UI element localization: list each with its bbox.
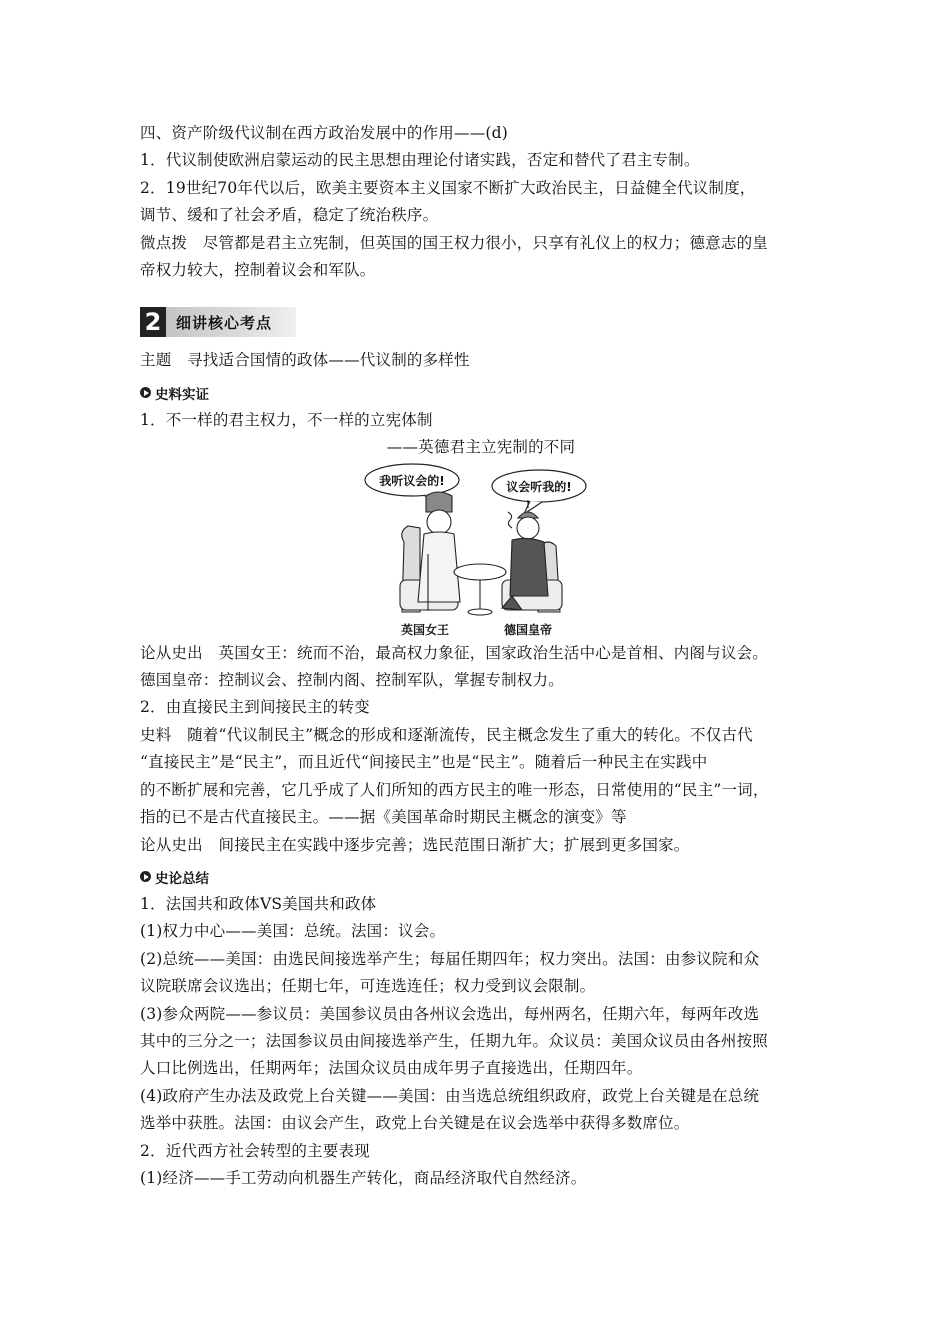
body-line: 人口比例选出，任期两年；法国众议员由成年男子直接选出，任期四年。: [140, 1059, 643, 1078]
intro-heading: 四、资产阶级代议制在西方政治发展中的作用——(d): [140, 124, 509, 142]
subhead-label: 史料实证: [155, 386, 209, 403]
topic-heading: 主题 寻找适合国情的政体——代议制的多样性: [140, 351, 470, 370]
body-line: 论从史出 间接民主在实践中逐步完善；选民范围日渐扩大；扩展到更多国家。: [140, 835, 690, 854]
body-line: 论从史出 英国女王：统而不治，最高权力象征，国家政治生活中心是首相、内阁与议会。: [140, 643, 769, 662]
intro-line: 调节、缓和了社会矛盾，稳定了统治秩序。: [140, 206, 439, 225]
bubble-text-left: 我听议会的!: [379, 473, 445, 488]
caption-left: 英国女王: [400, 622, 450, 637]
section-number: 2: [140, 307, 166, 337]
queen-figure: [400, 492, 460, 612]
body-line: (1)经济——手工劳动向机器生产转化，商品经济取代自然经济。: [140, 1168, 587, 1187]
cartoon-illustration: [140, 462, 822, 640]
round-table: [454, 564, 506, 615]
body-line: (4)政府产生办法及政党上台关键——美国：由当选总统组织政府，政党上台关键是在总统: [140, 1086, 760, 1105]
speech-bubble-right: [492, 470, 586, 514]
body-line: 指的已不是古代直接民主。——据《美国革命时期民主概念的演变》等: [140, 808, 627, 827]
play-arrow-icon: [140, 387, 151, 398]
body-line: (2)总统——美国：由选民间接选举产生；每届任期四年；权力突出。法国：由参议院和众: [140, 949, 760, 968]
subhead-summary: [140, 865, 822, 889]
item-title: 2．由直接民主到间接民主的转变: [140, 698, 370, 717]
body-line: (3)参众两院——参议员：美国参议员由各州议会选出，每州两名，任期六年，每两年改选: [140, 1004, 760, 1023]
body-line: 2．近代西方社会转型的主要表现: [140, 1141, 370, 1160]
cartoon-svg: [362, 462, 598, 640]
body-line: 其中的三分之一；法国参议员由间接选举产生，任期九年。众议员：美国众议员由各州按照: [140, 1031, 769, 1050]
body-line: “直接民主”是“民主”，而且近代“间接民主”也是“民主”。随着后一种民主在实践中: [140, 753, 708, 772]
body-line: 的不断扩展和完善，它几乎成了人们所知的西方民主的唯一形态，日常使用的“民主”一词，: [140, 780, 769, 799]
intro-line: 1．代议制使欧洲启蒙运动的民主思想由理论付诸实践，否定和替代了君主专制。: [140, 151, 700, 170]
subhead-evidence: [140, 381, 822, 405]
body-line: 1．法国共和政体VS美国共和政体: [140, 894, 377, 913]
document-page: [140, 120, 822, 1192]
body-line: 选举中获胜。法国：由议会产生，政党上台关键是在议会选举中获得多数席位。: [140, 1114, 690, 1133]
body-line: 史料 随着“代议制民主”概念的形成和逐渐流传，民主概念发生了重大的转化。不仅古代: [140, 725, 753, 744]
intro-line: 2．19世纪70年代以后，欧美主要资本主义国家不断扩大政治民主，日益健全代议制度，: [140, 178, 756, 197]
bubble-text-right: 议会听我的!: [506, 479, 572, 494]
body-line: 德国皇帝：控制议会、控制内阁、控制军队，掌握专制权力。: [140, 671, 564, 690]
emperor-figure: [502, 500, 562, 612]
section-banner: [140, 307, 296, 337]
intro-line: 帝权力较大，控制着议会和军队。: [140, 261, 376, 280]
item-title: 1．不一样的君主权力，不一样的立宪体制: [140, 410, 433, 429]
item-subtitle: ——英德君主立宪制的不同: [386, 438, 576, 457]
section-title: 细讲核心考点: [176, 313, 273, 332]
body-line: 议院联席会议选出；任期七年，可连选连任；权力受到议会限制。: [140, 977, 596, 996]
caption-right: 德国皇帝: [503, 622, 553, 637]
play-arrow-icon: [140, 871, 151, 882]
subhead-label: 史论总结: [155, 870, 209, 887]
body-line: (1)权力中心——美国：总统。法国：议会。: [140, 922, 446, 941]
intro-line: 微点拨 尽管都是君主立宪制，但英国的国王权力很小，只享有礼仪上的权力；德意志的皇: [140, 233, 769, 252]
